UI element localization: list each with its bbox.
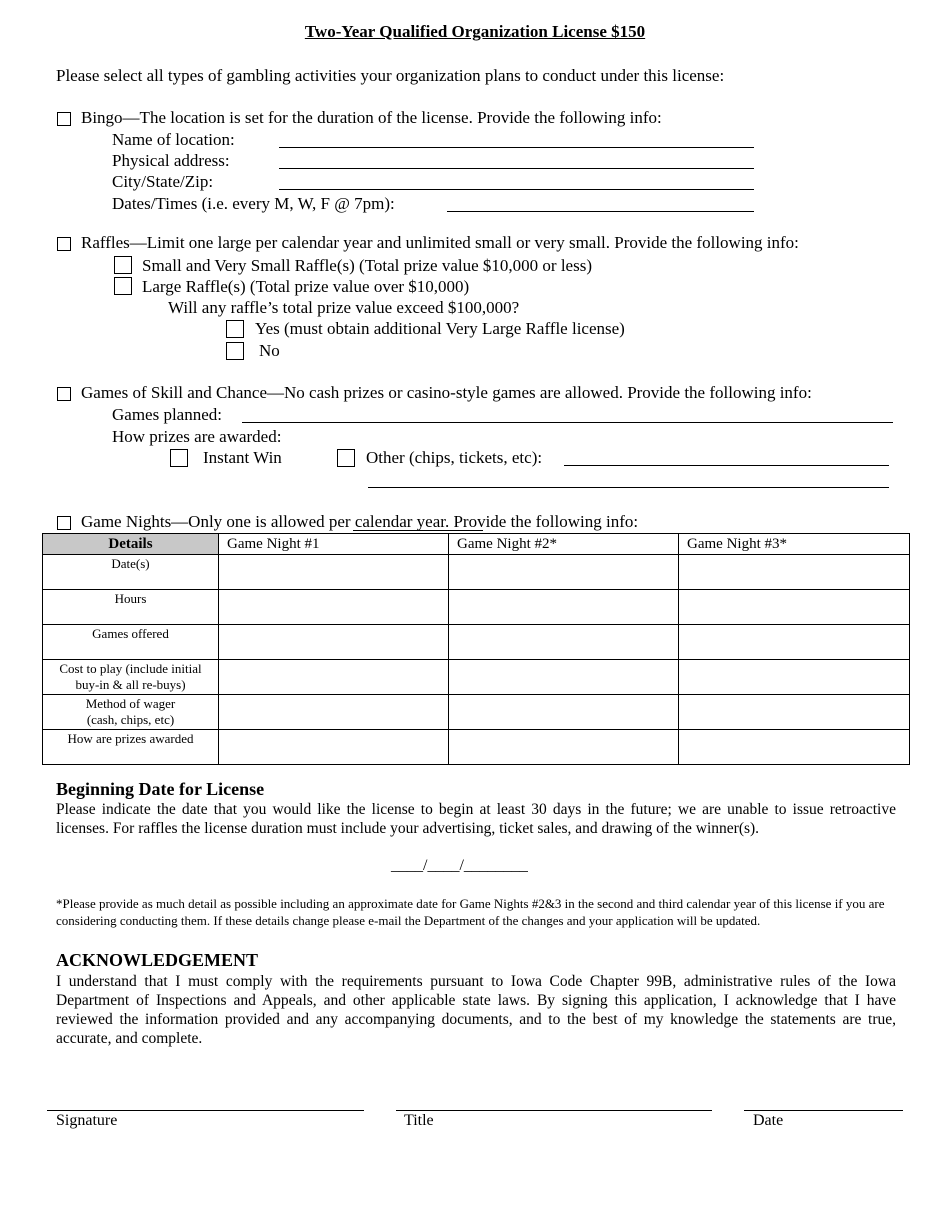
games-heading: Games of Skill and Chance—No cash prizes or casino-style games are allowed. Provide the following info: <box>81 383 812 402</box>
large-raffle-checkbox[interactable] <box>114 277 132 295</box>
table-cell[interactable] <box>679 590 910 625</box>
date-label: Date <box>753 1112 784 1129</box>
title-label: Title <box>404 1112 434 1129</box>
table-cell[interactable] <box>679 660 910 695</box>
acknowledgement-text: I understand that I must comply with the requirements pursuant to Iowa Code Chapter 99B, administrative rules of the Iowa Department of Inspections and Appeals, and other applicable state laws. By signing this application, I acknowledge that I have reviewed the information provided and any accompanying documents, and to the best of my knowledge the statements are true, accurate, and complete. <box>56 973 896 1047</box>
table-cell[interactable] <box>219 555 449 590</box>
bingo-location-label: Name of location: <box>112 130 235 149</box>
bingo-dates-input[interactable] <box>447 211 754 212</box>
bingo-checkbox[interactable] <box>57 112 71 126</box>
raffles-heading: Raffles—Limit one large per calendar year and unlimited small or very small. Provide the following info: <box>81 233 799 252</box>
other-prize-input[interactable] <box>564 465 889 466</box>
bingo-address-input[interactable] <box>279 168 754 169</box>
other-prize-input-line2[interactable] <box>368 487 889 488</box>
page-title: Two-Year Qualified Organization License $150 <box>304 22 646 41</box>
raffle-question: Will any raffle’s total prize value exceed $100,000? <box>168 298 520 317</box>
very-large-yes-checkbox[interactable] <box>226 320 244 338</box>
row-label-prizes: How are prizes awarded <box>43 730 219 765</box>
small-raffle-checkbox[interactable] <box>114 256 132 274</box>
games-planned-input[interactable] <box>242 422 893 423</box>
table-cell[interactable] <box>679 695 910 730</box>
other-prize-checkbox[interactable] <box>337 449 355 467</box>
table-row <box>43 555 910 590</box>
heading-underline <box>353 530 483 531</box>
bingo-city-label: City/State/Zip: <box>112 172 214 191</box>
row-label-method <box>43 695 219 730</box>
table-cell[interactable] <box>449 590 679 625</box>
row-label-dates: Date(s) <box>43 555 219 590</box>
column-header-game-night-1: Game Night #1 <box>219 534 449 555</box>
games-planned-label: Games planned: <box>112 405 222 424</box>
table-cell[interactable] <box>219 625 449 660</box>
other-prize-label: Other (chips, tickets, etc): <box>366 448 543 467</box>
row-label-hours: Hours <box>43 590 219 625</box>
table-cell[interactable] <box>449 660 679 695</box>
game-nights-footnote: *Please provide as much detail as possible including an approximate date for Game Nights #2&3 in the second and third calendar year of this license if you are considering conducting them. If these details change please e-mail the Department of the changes and your application will be updated. <box>56 896 885 928</box>
row-label-games-offered: Games offered <box>43 625 219 660</box>
game-nights-heading: Game Nights—Only one is allowed per calendar year. Provide the following info: <box>81 512 639 531</box>
table-cell[interactable] <box>449 730 679 765</box>
beginning-date-input[interactable]: ____/____/________ <box>391 857 528 874</box>
table-row <box>43 625 910 660</box>
table-header-row <box>43 534 910 555</box>
row-label-cost <box>43 660 219 695</box>
table-row <box>43 730 910 765</box>
games-checkbox[interactable] <box>57 387 71 401</box>
signature-label: Signature <box>56 1112 118 1129</box>
table-cell[interactable] <box>219 695 449 730</box>
table-row <box>43 590 910 625</box>
instant-win-checkbox[interactable] <box>170 449 188 467</box>
table-cell[interactable] <box>449 555 679 590</box>
row-label-line: (cash, chips, etc) <box>86 712 175 727</box>
table-cell[interactable] <box>679 730 910 765</box>
game-nights-checkbox[interactable] <box>57 516 71 530</box>
raffles-checkbox[interactable] <box>57 237 71 251</box>
bingo-dates-label: Dates/Times (i.e. every M, W, F @ 7pm): <box>112 194 395 213</box>
row-label-line: Cost to play (include initial <box>59 661 202 676</box>
very-large-no-checkbox[interactable] <box>226 342 244 360</box>
bingo-city-input[interactable] <box>279 189 754 190</box>
title-input[interactable] <box>396 1110 712 1111</box>
bingo-address-label: Physical address: <box>112 151 230 170</box>
table-row <box>43 695 910 730</box>
table-cell[interactable] <box>679 555 910 590</box>
table-cell[interactable] <box>679 625 910 660</box>
instant-win-label: Instant Win <box>203 448 282 467</box>
column-header-details: Details <box>43 534 219 555</box>
very-large-no-label: No <box>259 341 280 360</box>
table-cell[interactable] <box>219 730 449 765</box>
table-cell[interactable] <box>219 660 449 695</box>
large-raffle-label: Large Raffle(s) (Total prize value over $10,000) <box>142 277 470 296</box>
prizes-awarded-label: How prizes are awarded: <box>112 427 282 446</box>
small-raffle-label: Small and Very Small Raffle(s) (Total prize value $10,000 or less) <box>142 256 592 275</box>
table-cell[interactable] <box>449 695 679 730</box>
bingo-heading: Bingo—The location is set for the duration of the license. Provide the following info: <box>81 108 662 127</box>
row-label-line: buy-in & all re-buys) <box>75 677 186 692</box>
column-header-game-night-3: Game Night #3* <box>679 534 910 555</box>
acknowledgement-heading: ACKNOWLEDGEMENT <box>56 950 259 970</box>
bingo-location-input[interactable] <box>279 147 754 148</box>
beginning-date-text: Please indicate the date that you would like the license to begin at least 30 days in the future; we are unable to issue retroactive licenses. For raffles the license duration must include your advertising, ticket sales, and drawing of the winner(s). <box>56 801 896 837</box>
table-row <box>43 660 910 695</box>
beginning-date-heading: Beginning Date for License <box>56 779 265 799</box>
very-large-yes-label: Yes (must obtain additional Very Large Raffle license) <box>255 319 625 338</box>
table-cell[interactable] <box>219 590 449 625</box>
intro-text: Please select all types of gambling activities your organization plans to conduct under this license: <box>56 66 725 85</box>
column-header-game-night-2: Game Night #2* <box>449 534 679 555</box>
row-label-line: Method of wager <box>85 696 176 711</box>
game-nights-table <box>42 533 910 765</box>
table-cell[interactable] <box>449 625 679 660</box>
